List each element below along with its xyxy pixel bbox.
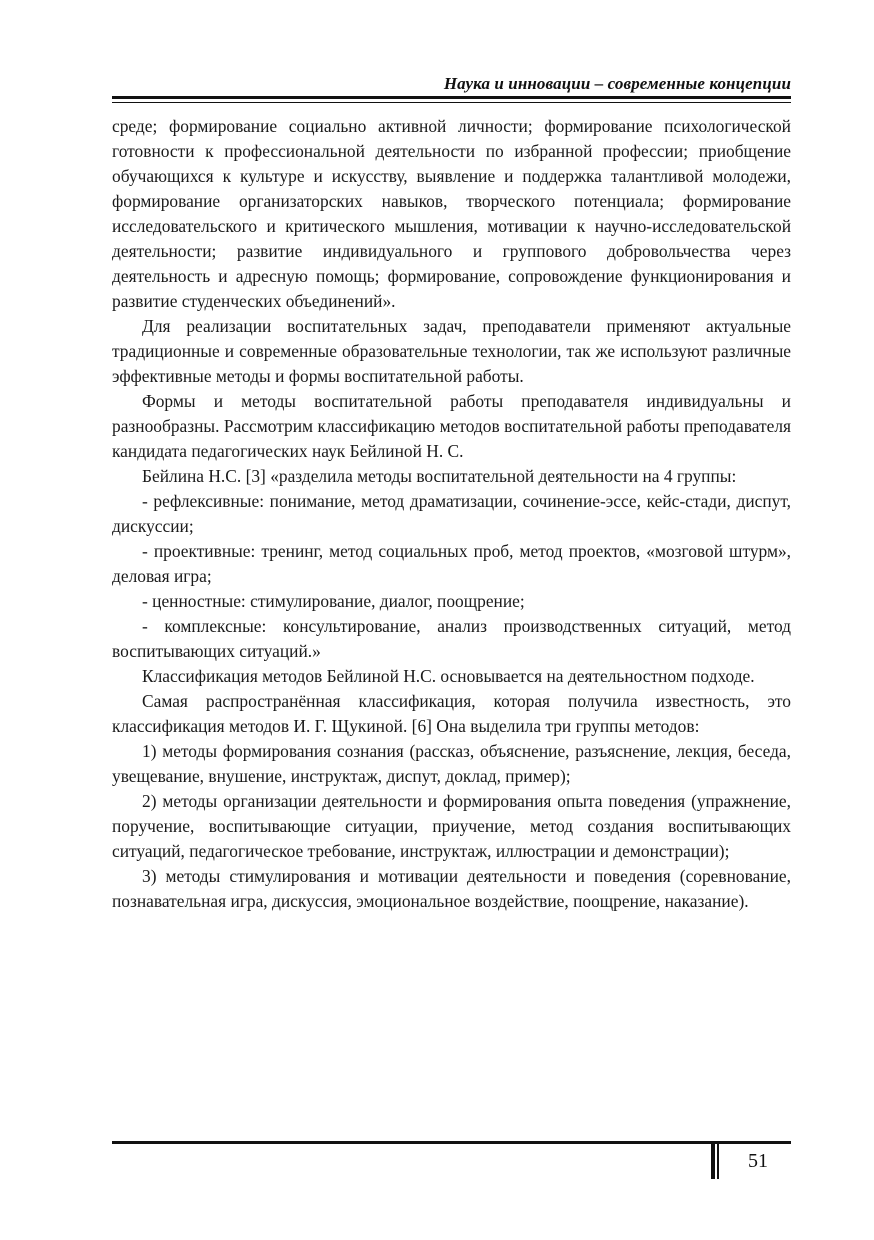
running-header-title: Наука и инновации – современные концепции: [443, 74, 791, 93]
header-rule-thick: [112, 96, 791, 99]
list-item: - комплексные: консультирование, анализ производственных ситуаций, метод воспитывающих ситуаций.»: [112, 616, 791, 661]
paragraph: среде; формирование социально активной личности; формирование психологической готовности к профессиональной деятельности по избранной профессии; приобщение обучающихся к культуре и искусству, выявление и поддержка талантливой молодежи, формирование организаторских навыков, творческого потенциала; формирование исследовательского и критического мышления, мотивации к научно-исследовательской деятельности; развитие индивидуального и группового добровольчества через деятельность и адресную помощь; формирование, сопровождение функционирования и развитие студенческих объединений».: [112, 116, 791, 311]
paragraph: Для реализации воспитательных задач, преподаватели применяют актуальные традиционные и современные образовательные технологии, так же используют различные эффективные методы и формы воспитательной работы.: [112, 316, 791, 386]
footer-divider-bar: [711, 1141, 715, 1179]
header-rule-thin: [112, 102, 791, 103]
paragraph: Бейлина Н.С. [3] «разделила методы воспитательной деятельности на 4 группы:: [142, 466, 737, 486]
list-item: 3) методы стимулирования и мотивации деятельности и поведения (соревнование, познавательная игра, дискуссия, эмоциональное воздействие, поощрение, наказание).: [112, 866, 791, 911]
paragraph: Самая распространённая классификация, которая получила известность, это классификация методов И. Г. Щукиной. [6] Она выделила три группы методов:: [112, 691, 791, 736]
list-item: 2) методы организации деятельности и формирования опыта поведения (упражнение, поручение, воспитывающие ситуации, приучение, метод создания воспитывающих ситуаций, педагогическое требование, инструктаж, иллюстрации и демонстрации);: [112, 791, 791, 861]
paragraph: Классификация методов Бейлиной Н.С. основывается на деятельностном подходе.: [142, 666, 755, 686]
page-body: [112, 114, 791, 914]
list-item: 1) методы формирования сознания (рассказ, объяснение, разъяснение, лекция, беседа, увещевание, внушение, инструктаж, диспут, доклад, пример);: [112, 741, 791, 786]
footer-rule: [112, 1141, 791, 1144]
footer-divider-bar: [717, 1141, 719, 1179]
paragraph: Формы и методы воспитательной работы преподавателя индивидуальны и разнообразны. Рассмотрим классификацию методов воспитательной работы преподавателя кандидата педагогических наук Бейлиной Н. С.: [112, 391, 791, 461]
list-item: - проективные: тренинг, метод социальных проб, метод проектов, «мозговой штурм», деловая игра;: [112, 541, 791, 586]
list-item: - рефлексивные: понимание, метод драматизации, сочинение-эссе, кейс-стади, диспут, дискуссии;: [112, 491, 791, 536]
page-number: 51: [748, 1150, 768, 1172]
list-item: - ценностные: стимулирование, диалог, поощрение;: [142, 591, 525, 611]
